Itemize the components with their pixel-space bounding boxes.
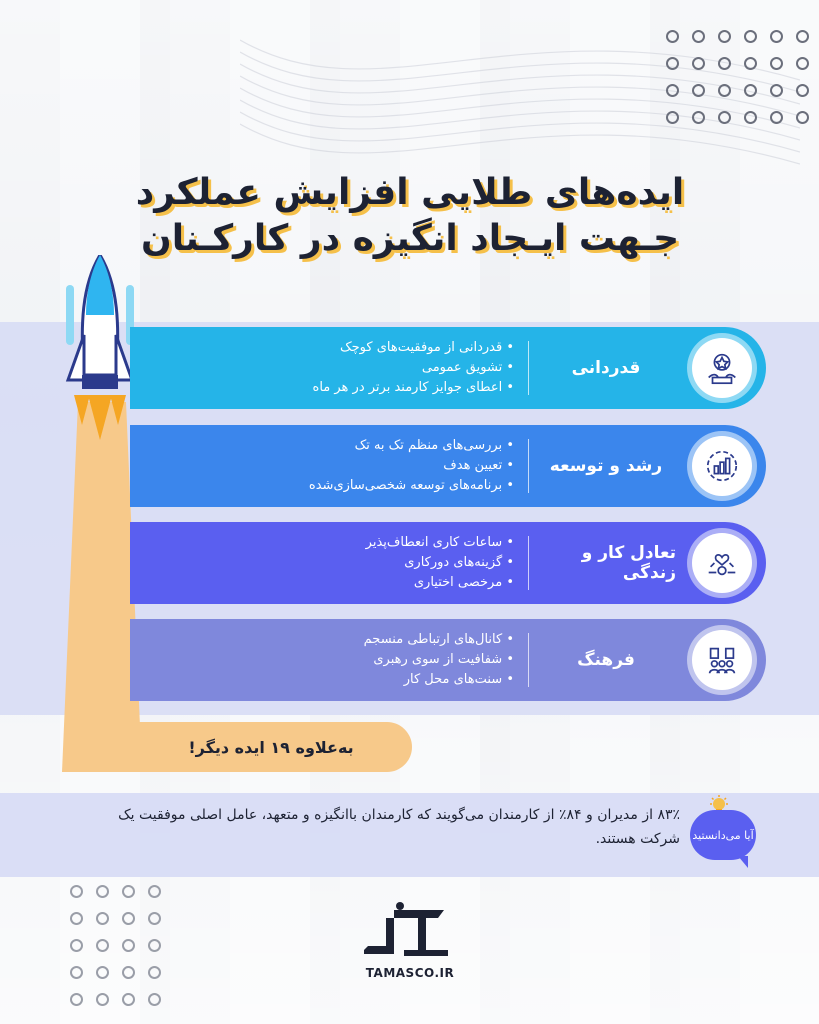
divider [528,341,529,395]
category-work-life-balance [130,522,766,604]
category-title: فرهنگ [577,650,635,670]
list-item: • تعیین هدف [254,456,514,476]
did-you-know-badge: آیا می‌دانستید [690,810,756,860]
category-items [254,327,514,409]
more-ideas-banner: به‌علاوه ۱۹ ایده دیگر! [130,722,412,772]
category-items [254,522,514,604]
divider [528,633,529,687]
did-you-know-text: ۸۳٪ از مدیران و ۸۴٪ از کارمندان می‌گویند که کارمندان باانگیزه و متعهد، عامل اصلی موفقیت یک شرکت هستند. [118,807,680,847]
work-life-balance-icon [692,533,752,593]
category-title: رشد و توسعه [549,456,663,476]
list-item: • تشویق عمومی [254,358,514,378]
divider [528,439,529,493]
list-item: • ساعات کاری انعطاف‌پذیر [254,533,514,553]
rocket-icon [60,255,140,445]
list-item: • سنت‌های محل کار [254,670,514,690]
tamasco-logo [364,900,454,958]
decorative-dots-bottom [70,885,161,1006]
category-growth [130,425,766,507]
title-line-2: جـهت ایـجاد انگیزه در کارکـنان [140,218,680,259]
list-item: • قدردانی از موفقیت‌های کوچک [254,338,514,358]
list-item: • اعطای جوایز کارمند برتر در هر ماه [254,378,514,398]
list-item: • بررسی‌های منظم تک به تک [254,436,514,456]
list-item: • مرخصی اختیاری [254,573,514,593]
category-items [254,425,514,507]
decorative-dots-top [666,30,809,124]
page-title [130,170,690,262]
list-item: • گزینه‌های دورکاری [254,553,514,573]
list-item: • شفافیت از سوی رهبری [254,650,514,670]
category-title: تعادل کار و زندگی [581,543,676,583]
category-title: قدردانی [571,358,641,378]
category-appreciation [130,327,766,409]
divider [528,536,529,590]
award-icon [692,338,752,398]
team-icon [692,630,752,690]
list-item: • برنامه‌های توسعه شخصی‌سازی‌شده [254,476,514,496]
list-item: • کانال‌های ارتباطی منسجم [254,630,514,650]
category-culture [130,619,766,701]
growth-chart-icon [692,436,752,496]
title-line-1: ایده‌های طلایی افزایش عملکرد [135,172,685,213]
category-items [254,619,514,701]
brand-site: TAMASCO.IR [365,966,455,980]
